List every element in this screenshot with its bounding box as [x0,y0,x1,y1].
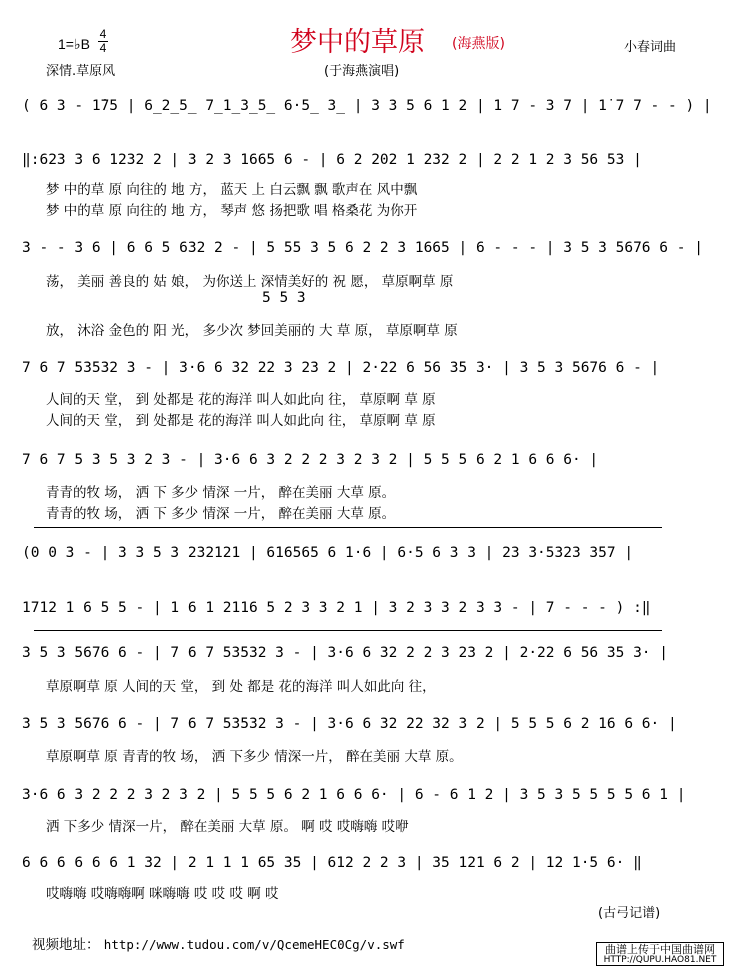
transcriber-note: (古弓记谱) [598,906,661,921]
music-line-5: 7 6 7 5 3 5 3 2 3 - | 3·6 6 3 2 2 2 3 2 3 2 | 5 5 5 6 2 1 6 6 6· | [22,452,599,468]
music-line-10: 3·6 6 3 2 2 2 3 2 3 2 | 5 5 5 6 2 1 6 6 6· | 6 - 6 1 2 | 3 5 3 5 5 5 5 6 1 | [22,787,686,803]
lyrics-line-5a: 青青的牧 场， 洒 下 多少 情深 一片， 醉在美丽 大草 原。 [46,485,396,501]
song-title: 梦中的草原 [290,27,425,58]
key-signature: 1=♭B [58,36,90,52]
music-line-3: 3 - - 3 6 | 6 6 5 632 2 - | 5 55 3 5 6 2 2 3 1665 | 6 - - - | 3 5 3 5676 6 - | [22,240,703,256]
lyrics-line-2a: 梦 中的草 原 向往的 地 方， 蓝天 上 白云飘 飘 歌声在 风中飘 [46,182,418,198]
music-line-4: 7 6 7 53532 3 - | 3·6 6 32 22 3 23 2 | 2·22 6 56 35 3· | 3 5 3 5676 6 - | [22,360,660,376]
music-line-6: (0 0 3 - | 3 3 5 3 232121 | 616565 6 1·6 | 6·5 6 3 3 | 23 3·5323 357 | [22,545,634,561]
repeat-bracket-1 [34,527,662,528]
lyrics-line-3a: 荡， 美丽 善良的 姑 娘， 为你送上 深情美好的 祝 愿， 草原啊草 原 [46,274,454,290]
music-line-8: 3 5 3 5676 6 - | 7 6 7 53532 3 - | 3·6 6 32 2 2 3 23 2 | 2·22 6 56 35 3· | [22,645,669,661]
meter-bottom: 4 [99,41,107,55]
lyrics-line-4a: 人间的天 堂， 到 处都是 花的海洋 叫人如此向 往， 草原啊 草 原 [46,392,436,408]
site-watermark [596,942,724,966]
lyrics-line-4b: 人间的天 堂， 到 处都是 花的海洋 叫人如此向 往， 草原啊 草 原 [46,413,436,429]
repeat-bracket-2 [34,630,662,631]
alt-notes: 5 5 3 [262,290,306,306]
lyrics-line-10: 洒 下多少 情深一片， 醉在美丽 大草 原。 啊 哎 哎嗨嗨 哎咿 [46,819,409,835]
video-url[interactable]: http://www.tudou.com/v/QcemeHEC0Cg/v.swf [103,937,405,952]
video-address [32,933,405,953]
lyrics-line-3b: 放， 沐浴 金色的 阳 光， 多少次 梦回美丽的 大 草 原， 草原啊草 原 [46,323,458,339]
song-credit: 小春词曲 [624,40,677,55]
music-line-2: ‖:623 3 6 1232 2 | 3 2 3 1665 6 - | 6 2 202 1 232 2 | 2 2 1 2 3 56 53 | [22,152,642,168]
lyrics-line-5b: 青青的牧 场， 洒 下 多少 情深 一片， 醉在美丽 大草 原。 [46,506,396,522]
music-line-9: 3 5 3 5676 6 - | 7 6 7 53532 3 - | 3·6 6 32 22 32 3 2 | 5 5 5 6 2 16 6 6· | [22,716,677,732]
song-style: 深情.草原风 [46,64,116,79]
song-version: (海燕版) [452,36,505,52]
video-label: 视频地址： [32,937,100,953]
lyrics-line-11: 哎嗨嗨 哎嗨嗨啊 咪嗨嗨 哎 哎 哎 啊 哎 [46,886,279,902]
music-line-11: 6 6 6 6 6 6 1 32 | 2 1 1 1 65 35 | 612 2 2 3 | 35 121 6 2 | 12 1·5 6· ‖ [22,855,642,871]
watermark-line-2: HTTP://QUPU.HAO81.NET [603,955,717,965]
lyrics-line-2b: 梦 中的草 原 向往的 地 方， 琴声 悠 扬把歌 唱 格桑花 为你开 [46,203,418,219]
music-line-7: 1712 1 6 5 5 - | 1 6 1 2116 5 2 3 3 2 1 | 3 2 3 3 2 3 3 - | 7 - - - ) :‖ [22,600,651,616]
watermark-line-1: 曲谱上传于中国曲谱网 [605,943,715,956]
song-singer: (于海燕演唱) [324,64,400,79]
music-line-1: ( 6 3 - 1̇75 | 6̲2̲5̲ 7̲1̲3̲5̲ 6·5̲ 3̲ | 3 3 5 6 1 2 | 1 7 - 3 7 | 1̇ 7 7 - - ) | [22,98,712,114]
lyrics-line-9: 草原啊草 原 青青的牧 场， 洒 下多少 情深一片， 醉在美丽 大草 原。 [46,749,463,765]
lyrics-line-8: 草原啊草 原 人间的天 堂， 到 处 都是 花的海洋 叫人如此向 往， [46,679,436,695]
time-signature [98,28,108,55]
meter-top: 4 [99,27,107,41]
